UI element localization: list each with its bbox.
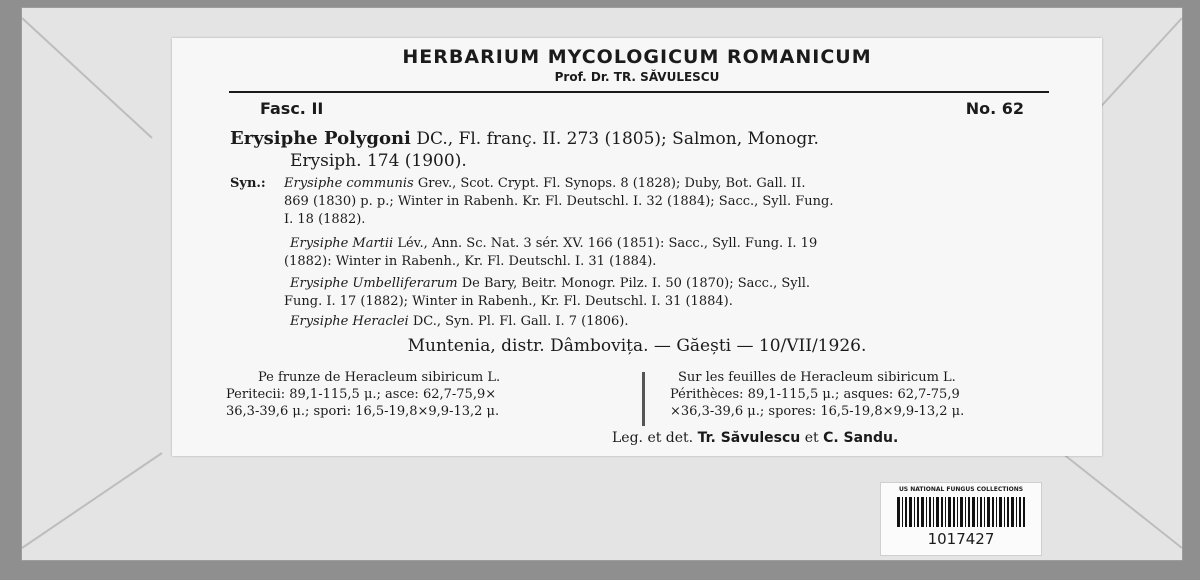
barcode-header: US NATIONAL FUNGUS COLLECTIONS xyxy=(898,486,1024,493)
synonym-line: Erysiphe Heraclei DC., Syn. Pl. Fl. Gall. I. 7 (1806). xyxy=(290,314,629,329)
collector-line: Leg. et det. Tr. Săvulescu et C. Sandu. xyxy=(612,430,899,446)
synonym-line: I. 18 (1882). xyxy=(284,212,366,227)
synonyms-label: Syn.: xyxy=(230,176,266,191)
specimen-number: No. 62 xyxy=(965,99,1024,118)
collector-name: C. Sandu. xyxy=(823,430,899,446)
barcode-number: 1017427 xyxy=(927,530,995,548)
synonym-name: Erysiphe Heraclei xyxy=(290,314,409,329)
species-citation-cont: Erysiph. 174 (1900). xyxy=(290,151,467,171)
synonym-line: (1882): Winter in Rabenh., Kr. Fl. Deutschl. I. 31 (1884). xyxy=(284,254,657,269)
romanian-measurements: 36,3-39,6 μ.; spori: 16,5-19,8×9,9-13,2 μ. xyxy=(226,404,500,419)
species-name: Erysiphe Polygoni xyxy=(230,128,411,149)
romanian-measurements: Peritecii: 89,1-115,5 μ.; asce: 62,7-75,9× xyxy=(226,387,497,402)
french-host: Sur les feuilles de Heracleum sibiricum L. xyxy=(678,370,956,385)
column-divider xyxy=(642,372,645,426)
french-measurements: Périthèces: 89,1-115,5 μ.; asques: 62,7-75,9 xyxy=(670,387,960,402)
barcode-label xyxy=(880,482,1042,556)
species-citation: DC., Fl. franç. II. 273 (1805); Salmon, Monogr. xyxy=(416,129,819,149)
fascicle-number: Fasc. II xyxy=(260,99,324,118)
synonym-line: 869 (1830) p. p.; Winter in Rabenh. Kr. Fl. Deutschl. I. 32 (1884); Sacc., Syll. Fung. xyxy=(284,194,834,209)
label-title: HERBARIUM MYCOLOGICUM ROMANICUM xyxy=(402,46,872,68)
barcode-icon xyxy=(897,497,1025,527)
synonym-name: Erysiphe Umbelliferarum xyxy=(290,276,458,291)
synonym-line: Fung. I. 17 (1882); Winter in Rabenh., Kr. Fl. Deutschl. I. 31 (1884). xyxy=(284,294,733,309)
label-subtitle: Prof. Dr. TR. SĂVULESCU xyxy=(554,70,720,84)
herbarium-label xyxy=(172,38,1102,456)
romanian-host: Pe frunze de Heracleum sibiricum L. xyxy=(258,370,501,385)
collection-locality: Muntenia, distr. Dâmbovița. — Găești — 10/VII/1926. xyxy=(407,336,867,356)
synonym-line: Erysiphe Umbelliferarum De Bary, Beitr. Monogr. Pilz. I. 50 (1870); Sacc., Syll. xyxy=(290,276,811,291)
species-line xyxy=(230,128,819,149)
synonym-name: Erysiphe Martii xyxy=(290,236,394,251)
header-rule xyxy=(229,91,1049,93)
synonym-line: Erysiphe communis Grev., Scot. Crypt. Fl. Synops. 8 (1828); Duby, Bot. Gall. II. xyxy=(284,176,806,191)
synonym-name: Erysiphe communis xyxy=(284,176,414,191)
french-measurements: ×36,3-39,6 μ.; spores: 16,5-19,8×9,9-13,2 μ. xyxy=(670,404,965,419)
synonym-line: Erysiphe Martii Lév., Ann. Sc. Nat. 3 sér. XV. 166 (1851): Sacc., Syll. Fung. I. 19 xyxy=(290,236,818,251)
collector-name: Tr. Săvulescu xyxy=(697,430,801,446)
specimen-envelope xyxy=(22,8,1182,560)
